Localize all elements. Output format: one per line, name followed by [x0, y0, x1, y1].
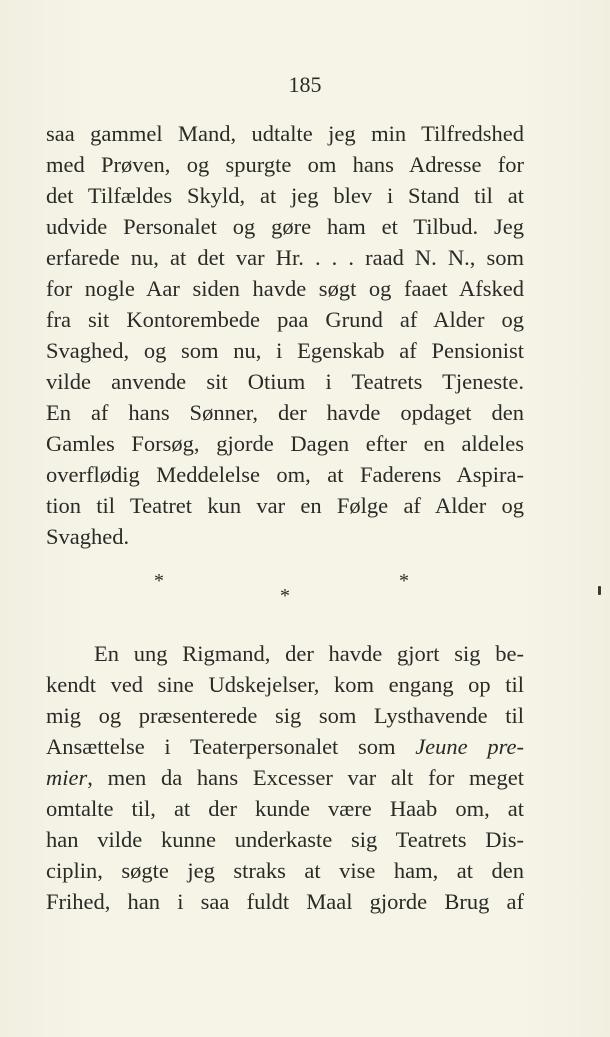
text-line: En ung Rigmand, der havde gjort sig be- — [94, 641, 524, 666]
text-line: kendt ved sine Udskejelser, kom engang op til — [46, 672, 524, 697]
text-segment: Ansættelse i Teaterpersonalet som — [46, 734, 416, 759]
text-line: han vilde kunne underkaste sig Teatrets Dis- — [46, 827, 524, 852]
text-line: saa gammel Mand, udtalte jeg min Tilfredshed — [46, 121, 524, 146]
text-line: tion til Teatret kun var en Følge af Alder og — [46, 493, 524, 518]
text-line: Svaghed. — [46, 524, 130, 549]
text-line: fra sit Kontorembede paa Grund af Alder og — [46, 307, 524, 332]
text-line: omtalte til, at der kunde være Haab om, at — [46, 796, 524, 821]
text-line: for nogle Aar siden havde søgt og faaet Afsked — [46, 276, 524, 301]
text-line: Svaghed, og som nu, i Egenskab af Pensionist — [46, 338, 524, 363]
paragraph-1 — [46, 118, 524, 552]
text-line — [46, 762, 524, 793]
text-line — [46, 731, 524, 762]
italic-text: Jeune pre- — [415, 734, 524, 759]
text-line: vilde anvende sit Otium i Teatrets Tjeneste. — [46, 369, 524, 394]
text-line: mig og præsenterede sig som Lysthavende til — [46, 703, 524, 728]
paragraph-2 — [46, 638, 524, 917]
text-line: overflødig Meddelelse om, at Faderens Aspira- — [46, 462, 524, 487]
text-line: med Prøven, og spurgte om hans Adresse for — [46, 152, 524, 177]
separator-asterisk-middle: * — [280, 585, 290, 607]
text-line: erfarede nu, at det var Hr. . . . raad N. N., som — [46, 245, 524, 270]
text-line: det Tilfældes Skyld, at jeg blev i Stand til at — [46, 183, 524, 208]
text-line: udvide Personalet og gøre ham et Tilbud. Jeg — [46, 214, 524, 239]
margin-mark — [598, 586, 601, 595]
text-line: Frihed, han i saa fuldt Maal gjorde Brug af — [46, 889, 524, 914]
italic-text: mier — [46, 765, 88, 790]
separator-asterisk-right: * — [399, 570, 409, 592]
text-line: ciplin, søgte jeg straks at vise ham, at den — [46, 858, 524, 883]
text-line: Gamles Forsøg, gjorde Dagen efter en aldeles — [46, 431, 524, 456]
page-number: 185 — [288, 72, 322, 97]
text-line: En af hans Sønner, der havde opdaget den — [46, 400, 524, 425]
text-segment: , men da hans Excesser var alt for meget — [87, 765, 524, 790]
separator-asterisk-left: * — [154, 570, 164, 592]
